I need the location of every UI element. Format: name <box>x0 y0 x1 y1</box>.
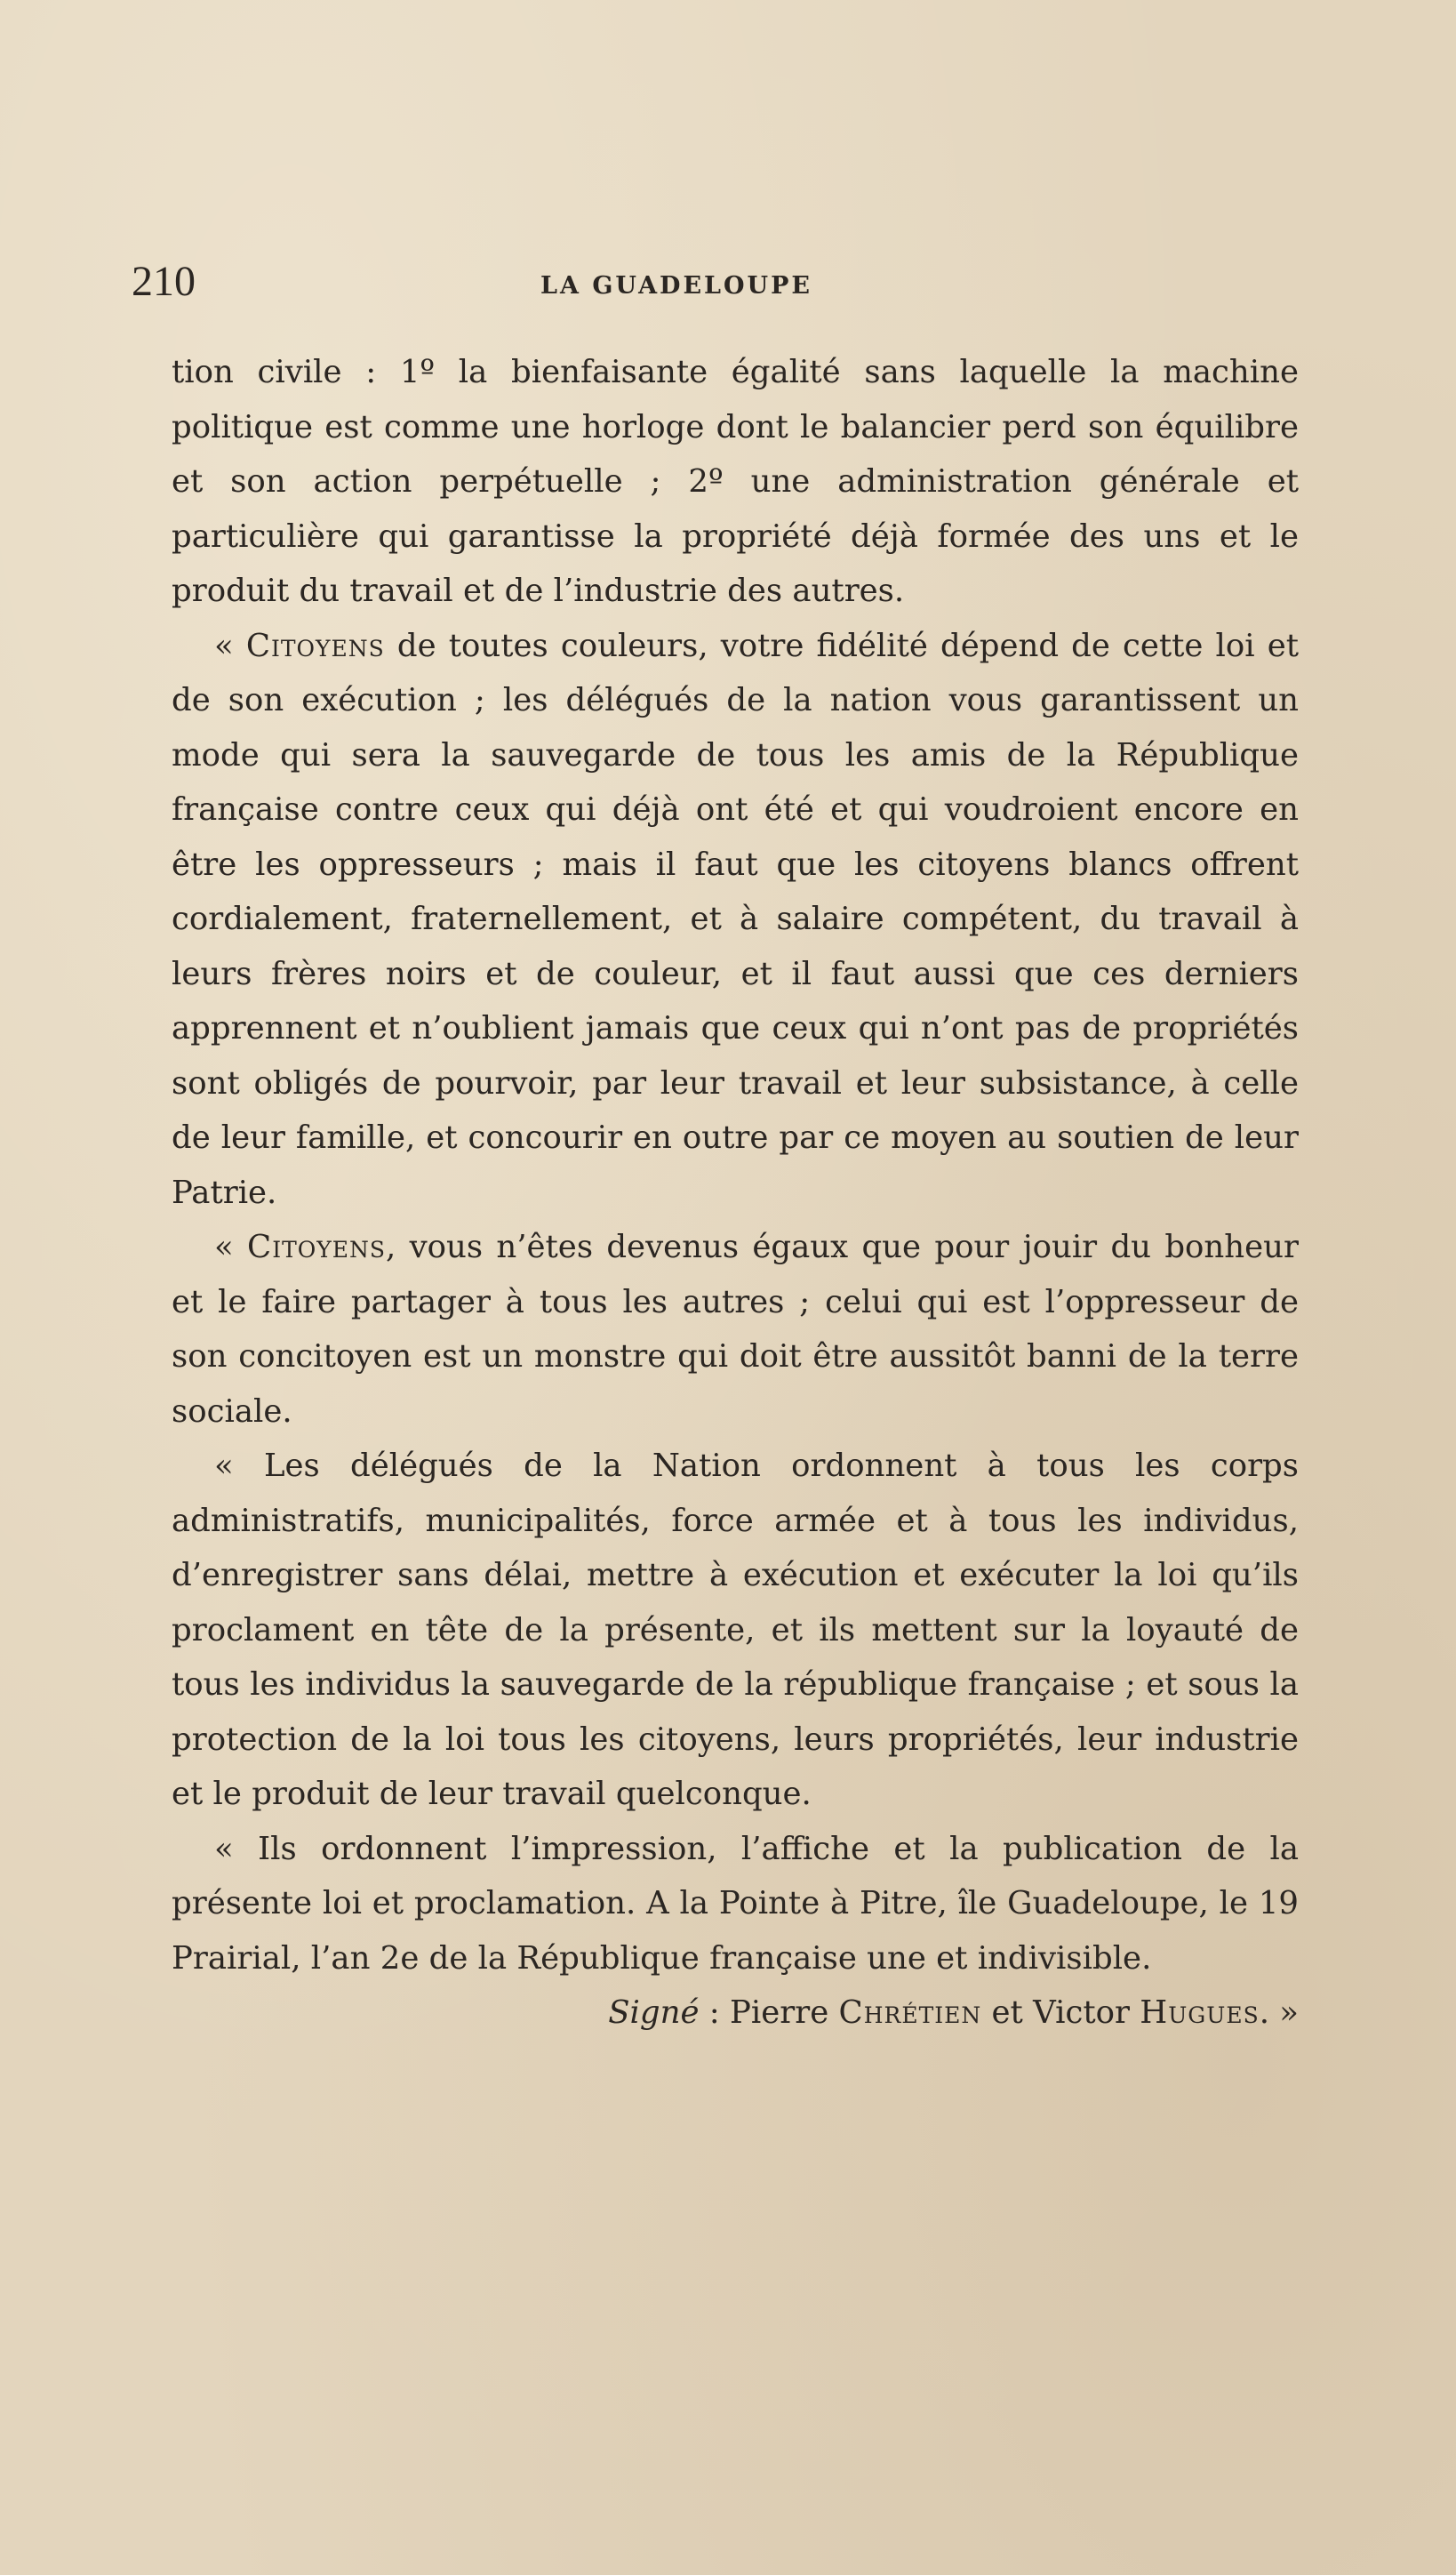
paragraph-2 <box>172 619 1299 1221</box>
paragraph-5: « Ils ordonnent l’impression, l’affiche et la publication de la présente loi et proclamation. A la Pointe à Pitre, île Guadeloupe, le 19 Prairial, l’an 2e de la République française une et indivisible. <box>172 1830 1299 1977</box>
paragraph-3 <box>172 1220 1299 1439</box>
quote-open: « <box>214 627 246 664</box>
body-text <box>172 345 1299 2041</box>
signatory-hugues: Hugues <box>1140 1994 1260 2031</box>
signature-close: . » <box>1259 1994 1299 2031</box>
signature-line <box>172 1985 1299 2041</box>
signature-sep: : Pierre <box>699 1994 839 2031</box>
smallcaps-citoyens: Citoyens <box>245 627 385 664</box>
paragraph-1: tion civile : 1º la bienfaisante égalité sans laquelle la machine politique est comme une horloge dont le balancier perd son équilibre et son action perpétuelle ; 2º une administration générale et particulière qui garantisse la propriété déjà formée des uns et le produit du travail et de l’industrie des autres. <box>172 354 1299 609</box>
smallcaps-citoyens: Citoyens <box>247 1229 386 1265</box>
page-number: 210 <box>132 258 196 305</box>
signature-label: Signé <box>608 1994 700 2031</box>
paragraph-3-text: , vous n’êtes devenus égaux que pour jouir du bonheur et le faire partager à tous les autres ; celui qui est l’oppresseur de son concitoyen est un monstre qui doit être aussitôt banni de la terre sociale. <box>172 1229 1299 1430</box>
paragraph-2-text: de toutes couleurs, votre fidélité dépend de cette loi et de son exécution ; les délégués de la nation vous garantissent un mode qui sera la sauvegarde de tous les amis de la République française contre ceux qui déjà ont été et qui voudroient encore en être les oppresseurs ; mais il faut que les citoyens blancs offrent cordialement, fraternellement, et à salaire compétent, du travail à leurs frères noirs et de couleur, et il faut aussi que ces derniers apprennent et n’oublient jamais que ceux qui n’ont pas de propriétés sont obligés de pourvoir, par leur travail et leur subsistance, à celle de leur famille, et concourir en outre par ce moyen au soutien de leur Patrie. <box>172 627 1299 1211</box>
signatory-chretien: Chrétien <box>838 1994 982 2031</box>
signature-mid: et Victor <box>981 1994 1140 2031</box>
running-head: LA GUADELOUPE <box>540 272 812 300</box>
quote-open: « <box>214 1229 248 1265</box>
paragraph-4: « Les délégués de la Nation ordonnent à tous les corps administratifs, municipalités, force armée et à tous les individus, d’enregistrer sans délai, mettre à exécution et exécuter la loi qu’ils proclament en tête de la présente, et ils mettent sur la loyauté de tous les individus la sauvegarde de la république française ; et sous la protection de la loi tous les citoyens, leurs propriétés, leur industrie et le produit de leur travail quelconque. <box>172 1448 1299 1812</box>
page-header <box>132 251 1305 313</box>
